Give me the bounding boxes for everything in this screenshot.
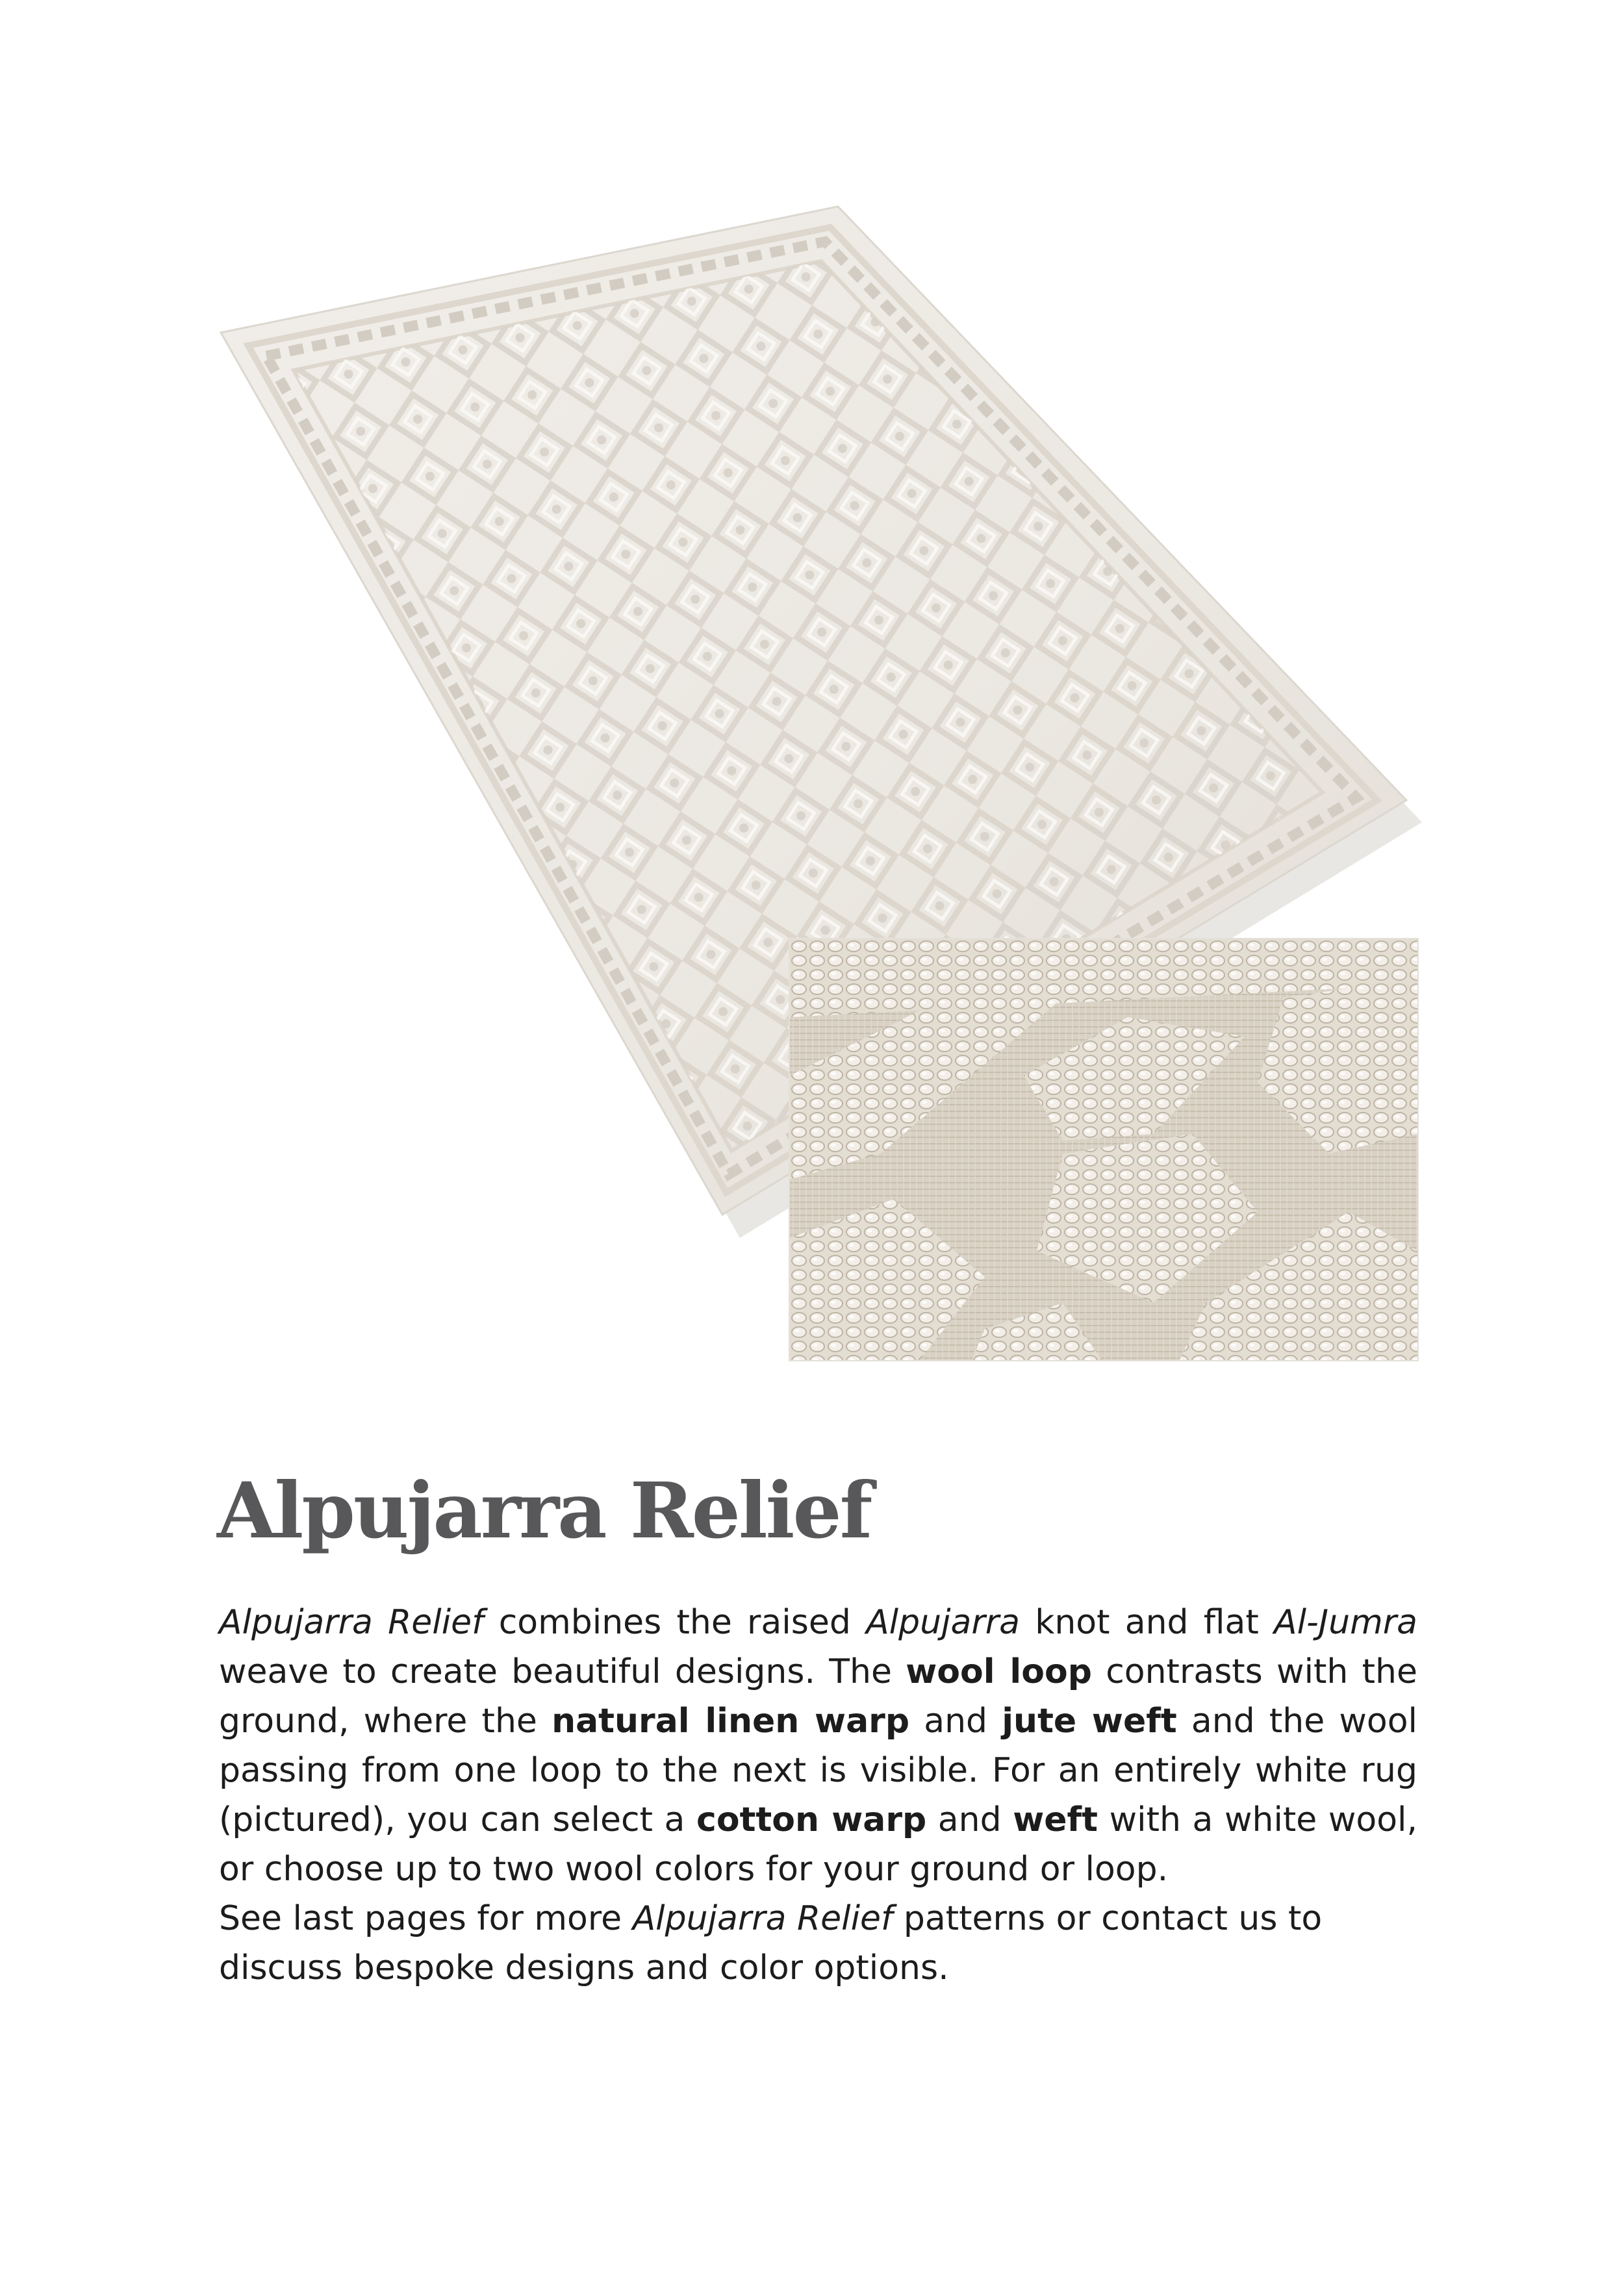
weave-name-text: Al-Jumra <box>1274 1603 1417 1642</box>
description-text: and the wool passing from one loop to the next is visible. For an entirely white rug (pictured), you can select a <box>219 1702 1417 1839</box>
knot-name-text: Alpujarra <box>866 1603 1020 1642</box>
description-text: knot and flat <box>1019 1603 1275 1642</box>
emphasis-text: wool loop <box>906 1652 1092 1691</box>
emphasis-text: natural linen warp <box>552 1702 910 1741</box>
texture-closeup-photo <box>789 938 1419 1361</box>
product-name-text: Alpujarra Relief <box>219 1603 484 1642</box>
description-text: patterns or contact us to discuss bespoke designs and color options. <box>219 1899 1323 1987</box>
emphasis-text: jute weft <box>1002 1702 1177 1741</box>
contact-paragraph <box>219 1894 1417 1993</box>
product-description <box>219 1598 1417 1993</box>
description-paragraph <box>219 1598 1417 1894</box>
description-text: with a white wool, or choose up to two wool colors for your ground or loop. <box>219 1800 1417 1889</box>
emphasis-text: weft <box>1013 1800 1098 1839</box>
product-name-text: Alpujarra Relief <box>632 1899 893 1938</box>
description-text: combines the raised <box>483 1603 867 1642</box>
description-text: See last pages for more <box>219 1899 633 1938</box>
description-text: weave to create beautiful designs. The <box>219 1652 906 1691</box>
emphasis-text: cotton warp <box>696 1800 927 1839</box>
page-title: Alpujarra Relief <box>217 1465 871 1556</box>
description-text: contrasts with the ground, where the <box>219 1652 1417 1741</box>
description-text: and <box>926 1800 1013 1839</box>
description-text: and <box>909 1702 1002 1741</box>
